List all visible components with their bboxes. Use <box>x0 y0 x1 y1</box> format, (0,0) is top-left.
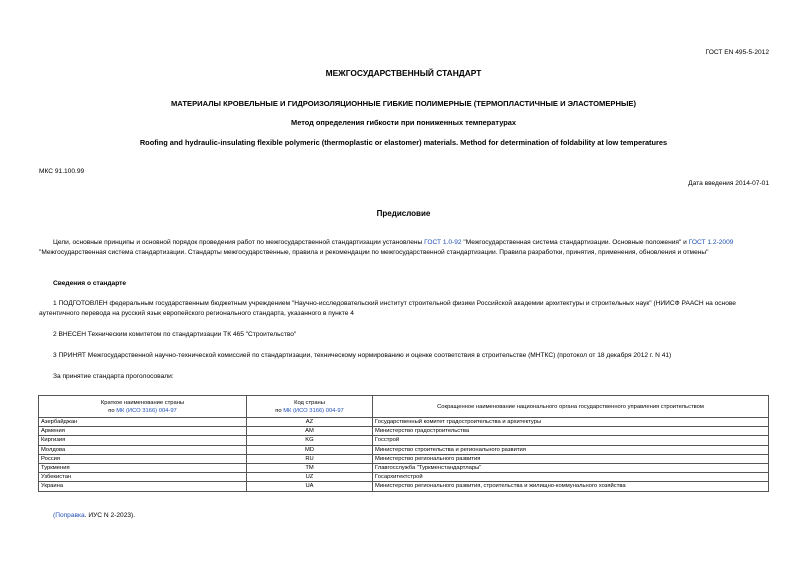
table-row <box>39 473 769 482</box>
table-row <box>39 482 769 491</box>
table-row <box>39 436 769 445</box>
country-cell: Узбекистан <box>39 473 247 482</box>
intro-date: Дата введения 2014-07-01 <box>688 180 769 187</box>
header-line <box>249 407 370 415</box>
header-text: по <box>275 407 284 414</box>
column-header-country <box>39 396 247 418</box>
table-row <box>39 463 769 472</box>
amendment-link[interactable]: Поправка <box>55 512 85 519</box>
header-text: по <box>108 407 117 414</box>
subtitle-ru: Метод определения гибкости при пониженных температурах <box>291 118 516 127</box>
header-line: Краткое наименование страны <box>100 399 185 406</box>
organization-cell: Госстрой <box>373 436 769 445</box>
code-cell: MD <box>247 445 373 454</box>
gost-1-0-link[interactable]: ГОСТ 1.0-92 <box>424 239 462 246</box>
country-cell: Азербайджан <box>39 418 247 427</box>
organization-cell: Главгосслужба "Туркменстандартлары" <box>373 463 769 472</box>
amendment-open-paren: ( <box>53 512 56 519</box>
column-header-organization: Сокращенное наименование национального органа государственного управления строительством <box>373 396 769 418</box>
gost-1-2-link[interactable]: ГОСТ 1.2-2009 <box>688 239 734 246</box>
mks-code: МКС 91.100.99 <box>39 168 85 175</box>
table-row <box>39 445 769 454</box>
organization-cell: Государственный комитет градостроительства и архитектуры <box>373 418 769 427</box>
code-cell: AZ <box>247 418 373 427</box>
code-cell: UZ <box>247 473 373 482</box>
country-cell: Туркмения <box>39 463 247 472</box>
code-cell: RU <box>247 454 373 463</box>
item-introduced: 2 ВНЕСЕН Техническим комитетом по стандартизации ТК 465 "Строительство" <box>53 331 297 338</box>
organization-cell: Министерство регионального развития, строительства и жилищно-коммунального хозяйства <box>373 482 769 491</box>
voting-table <box>38 395 769 492</box>
paragraph-text: "Межгосударственная система стандартизации. Основные положения" и <box>461 239 689 246</box>
amendment-text: . ИУС N 2-2023). <box>84 512 136 519</box>
table-row <box>39 418 769 427</box>
code-cell: AM <box>247 427 373 436</box>
country-cell: Киргизия <box>39 436 247 445</box>
item-prepared: 1 ПОДГОТОВЛЕН федеральным государственным бюджетным учреждением "Научно-исследовательский институт строительной физики Российской академии архитектуры и строительных наук" (НИИСФ РААСН на основе аутентичного перевода на русский язык европейского регионального стандарта, указанного в пункте 4 <box>39 300 736 317</box>
doc-ref: ГОСТ EN 495-5-2012 <box>705 49 769 56</box>
table-row <box>39 427 769 436</box>
country-cell: Армения <box>39 427 247 436</box>
title-ru: МАТЕРИАЛЫ КРОВЕЛЬНЫЕ И ГИДРОИЗОЛЯЦИОННЫЕ ГИБКИЕ ПОЛИМЕРНЫЕ (ТЕРМОПЛАСТИЧНЫЕ И ЭЛАСТОМЕРНЫЕ) <box>170 99 636 108</box>
paragraph-text: Цели, основные принципы и основной порядок проведения работ по межгосударственной стандартизации установлены <box>53 239 425 246</box>
code-cell: TM <box>247 463 373 472</box>
foreword-paragraph <box>39 238 769 257</box>
paragraph-text: "Межгосударственная система стандартизации. Стандарты межгосударственные, правила и рекомендации по межгосударственной стандартизации. Правила разработки, принятия, применения, обновления и отмены" <box>39 248 709 256</box>
country-cell: Молдова <box>39 445 247 454</box>
mk-iso-link[interactable]: МК (ИСО 3166) 004-97 <box>283 407 344 414</box>
code-cell: KG <box>247 436 373 445</box>
title-en: Roofing and hydraulic-insulating flexible polymeric (thermoplastic or elastomer) materials. Method for determination of foldability at low temperatures <box>139 138 668 147</box>
country-cell: Россия <box>39 454 247 463</box>
table-header-row <box>39 396 769 418</box>
info-heading: Сведения о стандарте <box>53 280 127 287</box>
header-line: Код страны <box>294 399 325 406</box>
organization-cell: Министерство регионального развития <box>373 454 769 463</box>
standard-type: МЕЖГОСУДАРСТВЕННЫЙ СТАНДАРТ <box>325 68 482 78</box>
item-adopted: 3 ПРИНЯТ Межгосударственной научно-технической комиссией по стандартизации, техническому нормированию и оценке соответствия в строительстве (МНТКС) (протокол от 18 декабря 2012 г. N 41) <box>53 352 672 359</box>
organization-cell: Министерство строительства и регионального развития <box>373 445 769 454</box>
organization-cell: Министерство градостроительства <box>373 427 769 436</box>
voted-label: За принятие стандарта проголосовали: <box>53 373 174 380</box>
table-row <box>39 454 769 463</box>
organization-cell: Госархитектстрой <box>373 473 769 482</box>
mk-iso-link[interactable]: МК (ИСО 3166) 004-97 <box>116 407 177 414</box>
country-cell: Украина <box>39 482 247 491</box>
amendment-note <box>53 512 135 519</box>
column-header-code <box>247 396 373 418</box>
code-cell: UA <box>247 482 373 491</box>
header-line <box>41 407 244 415</box>
foreword-heading: Предисловие <box>376 209 431 218</box>
